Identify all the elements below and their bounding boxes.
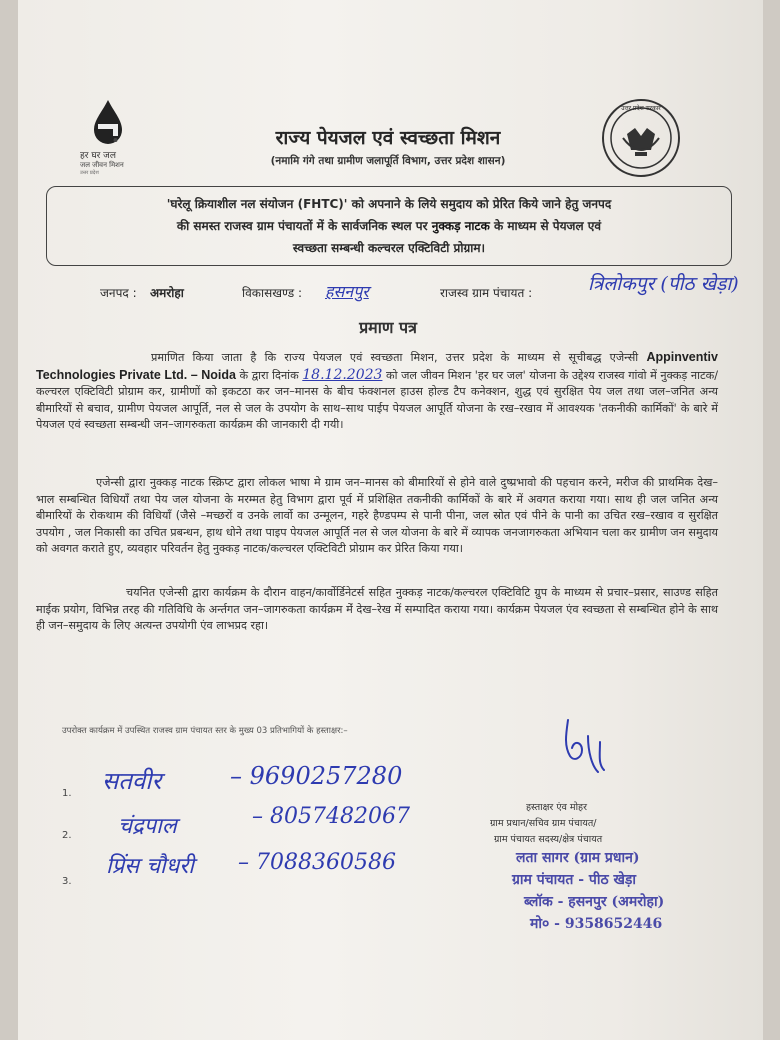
paragraph-1 [36, 349, 718, 434]
page-title: राज्य पेयजल एवं स्वच्छता मिशन [275, 127, 501, 149]
panchayat-value: त्रिलोकपुर (पीठ खेड़ा) [588, 273, 739, 295]
participant-phone: – 7088360586 [238, 850, 396, 875]
block-value: हसनपुर [325, 282, 369, 301]
participant-phone-value: 9690257280 [249, 762, 403, 790]
handwritten-signature [548, 712, 618, 782]
water-drop-icon [80, 98, 150, 146]
para1-date-label: के द्वारा दिनांक [239, 368, 299, 382]
stamp-line-3: ब्लॉक - हसनपुर (अमरोहा) [524, 894, 665, 910]
program-line-3: स्वच्छता सम्बन्धी कल्चरल एक्टिविटी प्रोग्राम। [292, 241, 486, 255]
program-line-2a: की समस्त राजस्व ग्राम पंचायतों में के सार्वजनिक स्थल पर [176, 219, 428, 233]
signatory-label: हस्ताक्षर एंव मोहर [526, 802, 587, 813]
program-date: 18.12.2023 [302, 366, 383, 383]
participant-row [62, 848, 482, 892]
participant-name: चंद्रपाल [118, 814, 177, 839]
paragraph-3: चयनित एजेन्सी द्वारा कार्यक्रम के दौरान वाहन/कार्वोर्डिनेटर्स सहित नुक्कड़ नाटक/कल्चरल एक्टिविटि ग्रुप के माध्यम से प्रचार–प्रसार, साउण्ड सहित माईक प्रयोग, विभिन्न तरह की गतिविधि के अर्न्तगत जन–जागरुकता कार्यक्रम मेंं देख–रेख में सम्पादित कराया गया। कार्यक्रम पेयजल एंव स्वच्छता से सम्बन्धित होने के साथ ही जन–समुदाय के लिए अत्यन्त उपयोगी एंव लाभप्रद रहा। [36, 586, 718, 632]
participant-phone-value: 7088360586 [256, 850, 396, 875]
pradhan-stamp [508, 848, 728, 943]
participant-number: 2. [62, 830, 72, 841]
block-label: विकासखण्ड : [242, 286, 303, 300]
participant-phone-value: 8057482067 [270, 804, 410, 829]
participant-name: सतवीर [102, 767, 162, 795]
participant-phone: – 9690257280 [230, 762, 403, 790]
program-line-2b: के माध्यम से पेयजल एवं [493, 219, 602, 233]
participant-number: 1. [62, 788, 72, 799]
participant-row [62, 760, 482, 800]
participants-intro: उपरोक्त कार्यक्रम में उपस्थित राजस्व ग्राम पंचायत स्तर के मुख्य 03 प्रतिभागियों के हस्ताक्षर:– [62, 726, 348, 736]
participant-number: 3. [62, 876, 72, 887]
document-page [18, 0, 763, 1040]
stamp-line-4: मो० - 9358652446 [530, 916, 663, 932]
para1-intro: प्रमाणित किया जाता है कि राज्य पेयजल एवं स्वच्छता मिशन, उत्तर प्रदेश के माध्यम से सूचीबद्ध एजेन्सी [151, 351, 639, 364]
paragraph-2: एजेन्सी द्वारा नुक्कड़ नाटक स्क्रिप्ट द्वारा लोकल भाषा मे ग्राम जन–मानस को बीमारियों से होने वाले दुष्प्रभावो की पहचान करने, मरीज की प्राथमिक देख–भाल सम्बन्धित विधियाँ तथा पेय जल योजना के मरम्मत हेतु विभाग द्वारा पूर्व में प्रशिक्षित तकनीकी कार्मिकों के बारे में अवगत कराया गया। साथ ही जल जनित अन्य बीमारियों के रोकथाम की विधियाँ (जैसे –मच्छरों व उनके लार्वो का उन्मूलन, गहरे हैण्डपम्प से पानी पीना, जल स्रोत एवं पीने के पानी का उचित रख–रखाव व सुरक्षित उपयोग , जल निकासी का उचित प्रबन्धन, हाथ धोने तथा पाइप पेयजल आपूर्ति नल से जल योजना के बारे में व्यापक जनजागरुकता अभियान चला कर ग्रामीण जन समुदाय को अवगत कराते हुए, व्यवहार परिवर्तन हेतु नुक्कड़ नाटक/कल्चरल एक्टिविटी प्रोग्राम कर प्रेरित किया गया। [36, 476, 718, 555]
participant-name: प्रिंस चौधरी [106, 854, 194, 879]
logo-text-line1: हर घर जल [80, 151, 116, 161]
page-subtitle: (नमामि गंगे तथा ग्रामीण जलापूर्ति विभाग, उत्तर प्रदेश शासन) [270, 155, 506, 167]
signature-mark [548, 712, 618, 782]
district-label: जनपद : [100, 286, 137, 300]
seal-text: उत्तर प्रदेश सरकार [621, 105, 661, 112]
program-line-2 [47, 217, 731, 234]
signatory-designation-2: ग्राम पंचायत सदस्य/क्षेत्र पंचायत [494, 834, 603, 845]
up-government-seal [601, 98, 681, 178]
agency-name: Appinventiv Technologies Private Ltd. – Noida [36, 350, 718, 382]
logo-text-line3: उत्तर प्रदेश [80, 170, 99, 176]
har-ghar-jal-logo [80, 98, 150, 176]
program-line-2-bold: नुक्कड़ नाटक [431, 219, 490, 233]
para1-body: को जल जीवन मिशन 'हर घर जल' योजना के उद्देश्य राजस्व गांवो में नुक्कड़ नाटक/कल्चरल एक्टिविटी प्रोग्राम कर, ग्रामीणों को इकटठा कर जन–मानस के बीच फंक्शनल हाउस होल्ड टैप कनेक्शन, शुद्ध एवं सुरक्षित पेय जल तथा जल–जनित अन्य बीमारियों से बचाव, ग्रामीण पेयजल आपूर्ति, नल से जल के उपयोग के साथ–साथ पाईप पेयजल आपूर्ति योजना के रख–रखाव में आवश्यक 'तकनीकी कार्मिकों' के बारे में पेयजल एवं स्वच्छता सम्बन्धी जन–जागरुकता कार्यक्रम की जानकारी दी गयी। [36, 368, 718, 431]
location-row [100, 273, 760, 304]
program-line-1: 'घरेलू क्रियाशील नल संयोजन (FHTC)' को अपनाने के लिये समुदाय को प्रेरित किये जाने हेतु जनपद [166, 197, 612, 211]
stamp-line-1: लता सागर (ग्राम प्रधान) [516, 850, 640, 866]
program-description-box [46, 186, 732, 266]
participant-row [62, 804, 482, 844]
district-value: अमरोहा [150, 286, 184, 300]
logo-text-line2: जल जीवन मिशन [80, 161, 124, 169]
panchayat-label: राजस्व ग्राम पंचायत : [440, 286, 533, 300]
certificate-title: प्रमाण पत्र [359, 318, 417, 337]
participant-phone: – 8057482067 [252, 804, 410, 829]
stamp-line-2: ग्राम पंचायत - पीठ खेड़ा [512, 872, 637, 888]
signatory-designation-1: ग्राम प्रधान/सचिव ग्राम पंचायत/ [490, 818, 597, 829]
